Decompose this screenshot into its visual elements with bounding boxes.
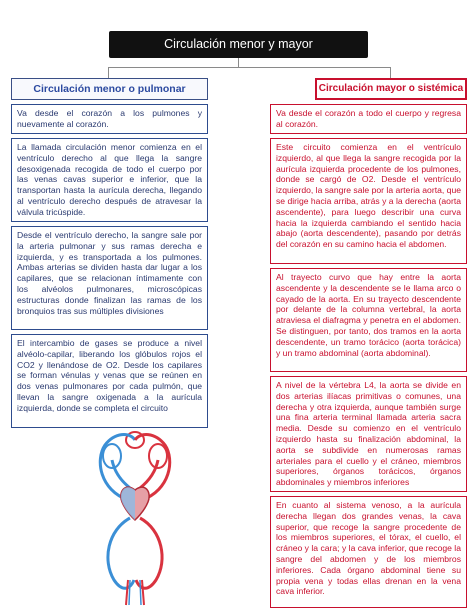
pulmonary-vein [140, 460, 158, 488]
pulmonary-box-3: Desde el ventrículo derecho, la sangre sale por la arteria pulmonar y sus ramas derecha e izquierda, y es transportada a los pulmones. Ambas arterias se dividen hasta dar lugar a los capilares, que se relacionan íntimamente con los alvéolos pulmonares, microscópicas estructuras donde finalizan las ramas de los bronquios tras sus múltiples divisiones [11, 226, 208, 330]
descending-aorta [136, 518, 162, 588]
connector-right-drop [390, 67, 391, 78]
pulmonary-box-4: El intercambio de gases se produce a nivel alvéolo-capilar, liberando los glóbulos rojos el CO2 y llenándose de O2. Desde los capilares se forman vénulas y venas que se reúnen en dos venas pulmonares por cada pulmón, que llevan la sangre oxigenada a la aurícula izquierda, donde se completa el circuito [11, 334, 208, 428]
inferior-vena-cava [108, 518, 134, 588]
pulmonary-circulation-header: Circulación menor o pulmonar [11, 78, 208, 100]
systemic-box-1: Va desde el corazón a todo el cuerpo y regresa al corazón. [270, 104, 467, 134]
systemic-box-2: Este circuito comienza en el ventrículo izquierdo, al que llega la sangre recogida por la aurícula izquierda procedente de los pulmones, donde se cargó de O2. Desde el ventrículo izquierdo, la sangre sale por la arteria aorta, que se dirige hacia arriba, atrás y a la derecha (aorta ascendente), para luego describir una curva hacia la izquierda cambiando el sentido hacia abajo (aorta descendente), pasando por detrás del corazón en su camino hacia el abdomen. [270, 138, 467, 264]
systemic-box-4: A nivel de la vértebra L4, la aorta se divide en dos arterias ilíacas primitivas o comunes, una derecha y otra izquierda, aunque también surge una fina arteria terminal llamada arteria sacra media. Desde su comienzo en el ventrículo izquierdo hasta su finalización abdominal, la aorta se subdivide en numerosas ramas arteriales para el cuello y el cráneo, miembros superiores, órganos torácicos, órganos abdominales y miembros inferiores [270, 376, 467, 492]
pulmonary-box-1: Va desde el corazón a los pulmones y nuevamente al corazón. [11, 104, 208, 134]
page-title: Circulación menor y mayor [109, 31, 368, 58]
heart-right-side [121, 487, 135, 520]
connector-horizontal [108, 67, 391, 68]
pulmonary-artery [112, 460, 130, 488]
systemic-box-3: Al trayecto curvo que hay entre la aorta ascendente y la descendente se le llama arco o cayado de la aorta. En su trayecto descendente por delante de la columna vertebral, la aorta atraviesa el diafragma y penetra en el abdomen. Se distinguen, por tanto, dos tramos en la aorta descendente, un tramo torácico (aorta torácica) y un tramo abdominal (aorta abdominal). [270, 268, 467, 372]
pulmonary-box-2: La llamada circulación menor comienza en el ventrículo derecho al que llega la sangre desoxigenada recogida de todo el cuerpo por las venas cavas superior e inferior, que la transportan hasta la aurícula derecha, llegando al ventrículo derecho después de atravesar la válvula tricúspide. [11, 138, 208, 222]
systemic-box-5: En cuanto al sistema venoso, a la aurícula derecha llegan dos grandes venas, la cava superior, que recoge la sangre procedente de los miembros superiores, el tórax, el cuello, el cráneo y la cara; y la cava inferior, que recoge la sangre del abdomen y de los miembros inferiores. Cada órgano abdominal tiene su propia vena y todas ellas drenan en la vena cava inferior. [270, 496, 467, 608]
circulation-diagram-icon [90, 430, 180, 610]
connector-left-drop [108, 67, 109, 78]
systemic-circulation-header: Circulación mayor o sistémica [315, 78, 467, 100]
